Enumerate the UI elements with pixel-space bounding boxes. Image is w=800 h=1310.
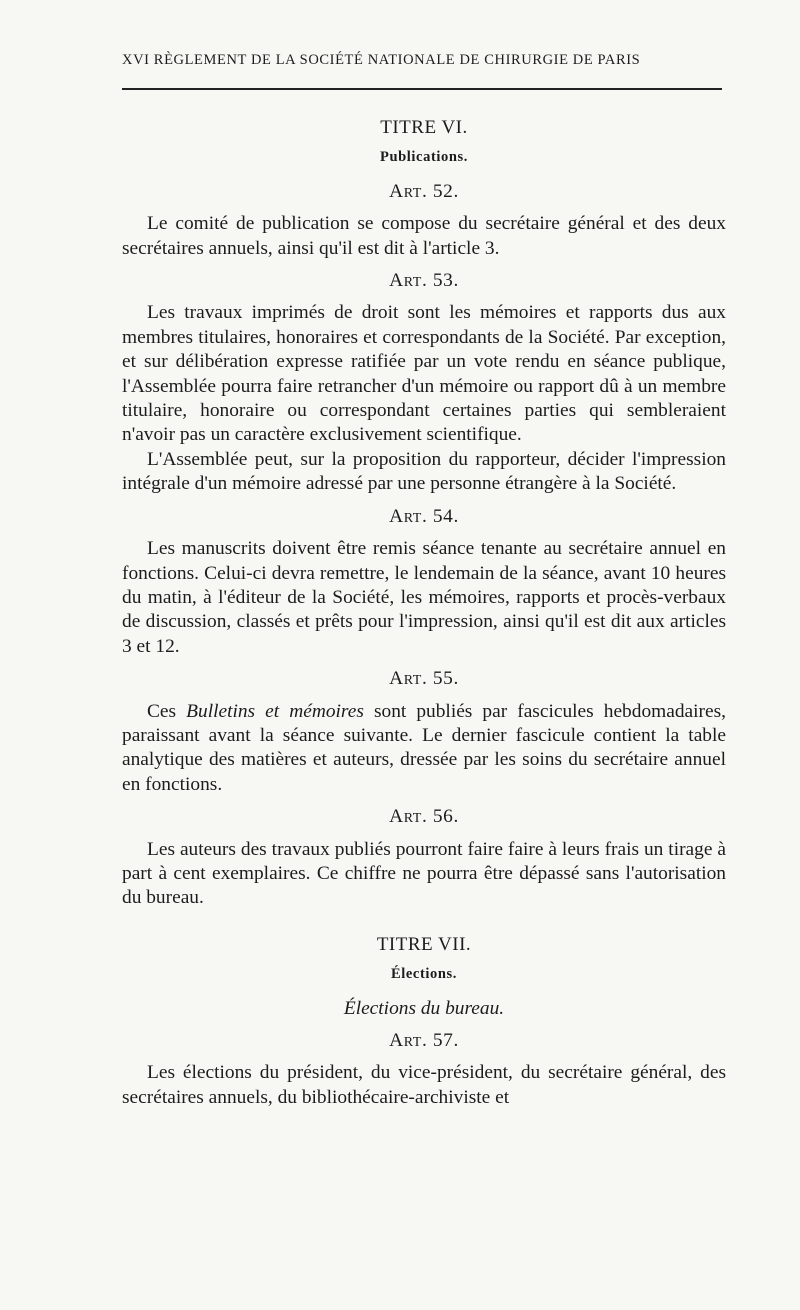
article-53-paragraph-1: Les travaux imprimés de droit sont les mémoires et rapports dus aux membres titulaires, honoraires et correspondants de la Société. Par exception, et sur délibération expresse ratifiée par un vote rendu en séance publique, l'Assemblée pourra faire retrancher d'un mémoire ou rapport dû à un membre titulaire, honoraire ou correspondant certaines parties qui sembleraient n'avoir pas un caractère exclusivement scientifique. — [122, 302, 726, 446]
article-53-heading — [122, 269, 726, 293]
article-55-text-rest: sont publiés par fascicules hebdomadaires, paraissant avant la séance suivante. Le dernier fascicule contient la table analytique des matières et auteurs, dressée par les soins du secrétaire annuel en fonctions. — [122, 700, 726, 795]
article-number: 55. — [432, 668, 459, 690]
subtitle-publications: Publications. — [380, 149, 468, 166]
article-55-text-start: Ces — [147, 700, 187, 722]
article-54-heading — [122, 505, 726, 529]
article-label: Art. — [389, 505, 428, 527]
article-label: Art. — [389, 180, 428, 202]
article-55-paragraph — [122, 700, 726, 798]
article-label: Art. — [389, 806, 428, 828]
article-label: Art. — [389, 270, 428, 292]
article-53-paragraph-2: L'Assemblée peut, sur la proposition du rapporteur, décider l'impression intégrale d'un mémoire adressé par une personne étrangère à la Société. — [122, 448, 726, 495]
article-number: 54. — [432, 505, 459, 527]
article-52-heading — [122, 180, 726, 204]
article-number: 56. — [432, 806, 459, 828]
article-number: 53. — [432, 270, 459, 292]
body-text — [122, 110, 726, 1110]
article-57-heading — [122, 1029, 726, 1053]
running-head: XVI RÈGLEMENT DE LA SOCIÉTÉ NATIONALE DE CHIRURGIE DE PARIS — [122, 52, 641, 68]
title-7: TITRE VII. — [376, 933, 472, 955]
article-56-heading — [122, 805, 726, 829]
subtitle-elections: Élections. — [390, 966, 457, 983]
article-52-paragraph: Le comité de publication se compose du secrétaire général et des deux secrétaires annuels, ainsi qu'il est dit à l'article 3. — [122, 213, 726, 259]
header-rule — [122, 88, 722, 90]
article-56-paragraph: Les auteurs des travaux publiés pourront faire faire à leurs frais un tirage à part à cent exemplaires. Ce chiffre ne pourra être dépassé sans l'autorisation du bureau. — [122, 838, 726, 909]
article-54-paragraph: Les manuscrits doivent être remis séance tenante au secrétaire annuel en fonctions. Celui-ci devra remettre, le lendemain de la séance, avant 10 heures du matin, à l'éditeur de la Société, les mémoires, rapports et procès-verbaux de discussion, classés et prêts pour l'impression, ainsi qu'il est dit aux articles 3 et 12. — [122, 538, 726, 657]
article-number: 52. — [432, 180, 459, 202]
article-label: Art. — [389, 668, 428, 690]
title-6: TITRE VI. — [380, 117, 468, 138]
article-label: Art. — [389, 1030, 428, 1051]
article-57-paragraph: Les élections du président, du vice-président, du secrétaire général, des secrétaires annuels, du bibliothécaire-archiviste et — [122, 1062, 726, 1108]
article-55-heading — [122, 667, 726, 691]
article-number: 57. — [432, 1030, 459, 1051]
bulletins-title: Bulletins et mémoires — [186, 700, 364, 722]
section-elections-bureau: Élections du bureau. — [343, 997, 505, 1019]
